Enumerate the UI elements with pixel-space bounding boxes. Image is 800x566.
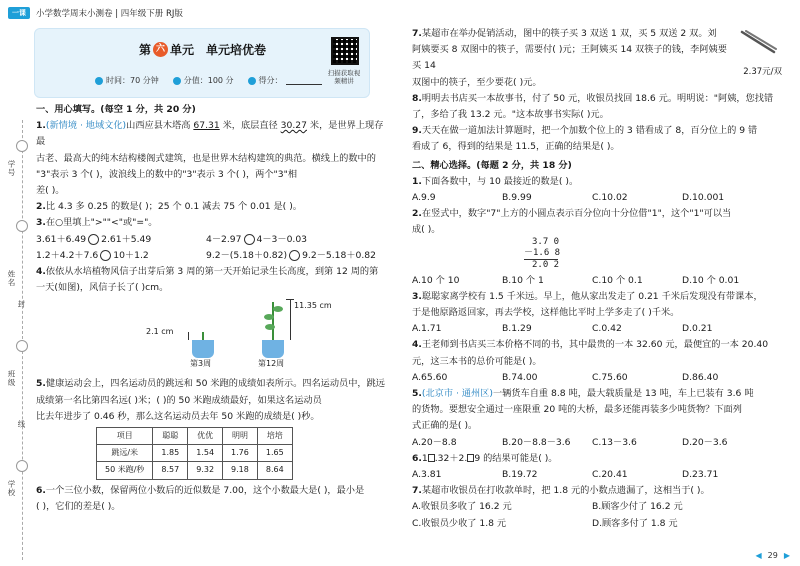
binding-label-name: 姓名 [7, 270, 16, 287]
left-column [36, 100, 388, 515]
option-a[interactable]: A.3.81 [412, 469, 442, 481]
binding-hole [16, 140, 28, 152]
option-c[interactable]: C.10.02 [592, 192, 628, 204]
fig-caption-right: 第12周 [258, 359, 285, 369]
score-table [96, 427, 293, 480]
question-7: 7.某超市在举办促销活动，图中的筷子买 3 双送 1 双，买 5 双送 2 双。刘 阿姨要买 8 双图中的筷子，需要付( )元；王阿姨买 14 双筷子的钱，李阿姨要买 14 双图中的筷子，至少要花( )元。 2.37元/双 [412, 28, 782, 88]
choice-4: 4.王老师到书店买三本价格不同的书，其中最贵的一本 32.60 元，最便宜的一本 20.40 元，这三本书的总价可能是( )。 A.65.60 B.74.00 C.75.60 D.86.40 [412, 337, 782, 386]
option-b[interactable]: B.9.99 [502, 192, 532, 204]
table-row: 跳远/米 1.85 1.54 1.76 1.65 [97, 445, 293, 462]
score-icon [173, 77, 181, 85]
sprout-icon [202, 332, 204, 340]
binding-hole [16, 220, 28, 232]
leaf-icon [273, 306, 283, 312]
right-column [412, 26, 782, 532]
option-a[interactable]: A.1.71 [412, 323, 442, 335]
question-3: 3.在○里填上">""<"或"="。 3.61＋6.49 2.61＋5.49 4－2.97 4－3－0.03 1.2＋4.2＋7.6 10＋1.2 9.2－(5.18＋0.82) 9.2－5.18＋0.82 [36, 215, 388, 264]
question-8: 8.明明去书店买一本故事书，付了 50 元，收银员找回 18.6 元。明明说："阿姨，您找错 了，多给了我 13.2 元。"这本故事书实际( )元。 [412, 92, 774, 121]
table-header-row: 项目 聪聪 优优 明明 培培 [97, 428, 293, 445]
option-b[interactable]: B.19.72 [502, 469, 538, 481]
binding-label-line: 线 [17, 420, 26, 429]
question-5: 5.健康运动会上，四名运动员的跳远和 50 米跑的成绩如表所示。四名运动员中，跳远 成绩第一名比第四名远( )米；( )的 50 米跑成绩最好，如果这名运动员 比去年进步了 0.46 秒，那么这名运动员去年 50 米跑的成绩是( )秒。 项目 聪聪 优优 明明 培培 跳远/米 1.85 1.54 1.76 1.65 50 米跑/秒 8.57 9.32 9.18 8.64 [36, 376, 388, 479]
score-total-info: 分值：100 分 [173, 75, 234, 86]
option-d[interactable]: D.86.40 [682, 371, 719, 383]
prev-page-icon[interactable]: ◀ [755, 551, 762, 560]
compare-circle[interactable] [289, 250, 300, 261]
binding-label-school: 学校 [7, 480, 16, 497]
page-number: 29 [767, 551, 778, 560]
binding-label-student-id: 学号 [7, 160, 16, 177]
option-a[interactable]: A.65.60 [412, 371, 448, 383]
compare-item: 1.2＋4.2＋7.6 10＋1.2 [36, 249, 149, 261]
section-title-choice: 二、精心选择。(每题 2 分，共 18 分) [412, 159, 572, 171]
option-a[interactable]: A.20－8.8 [412, 436, 457, 448]
option-b[interactable]: B.20－8.8－3.6 [502, 436, 571, 448]
option-b[interactable]: B.74.00 [502, 371, 538, 383]
vertical-subtraction: 3.7 0 －1.6 8 2.0 2 [524, 236, 561, 270]
pen-icon [248, 77, 256, 85]
question-4: 4.依依从水培植物风信子出芽后第 3 周的第一天开始记录生长高度，到第 12 周的第 一天(如图)，风信子长了( )cm。 2.1 cm 第3周 11.35 cm 第12周 [36, 264, 388, 376]
question-2: 2.比 4.3 多 0.25 的数是( )；25 个 0.1 减去 75 个 0.01 是( )。 [36, 201, 302, 213]
option-c[interactable]: C.10 个 0.1 [592, 274, 643, 286]
option-a[interactable]: A.10 个 10 [412, 274, 460, 286]
option-d[interactable]: D.10 个 0.01 [682, 274, 740, 286]
next-page-icon[interactable]: ▶ [783, 551, 790, 560]
choice-1: 1.下面各数中，与 10 最接近的数是( )。 A.9.9 B.9.99 C.10.02 D.10.001 [412, 174, 782, 206]
header-box [34, 28, 370, 98]
option-a[interactable]: A.9.9 [412, 192, 436, 204]
compare-item: 9.2－(5.18＋0.82) 9.2－5.18＋0.82 [206, 249, 376, 261]
series-title: 小学数学周末小测卷 | 四年级下册 RJ版 [36, 9, 183, 19]
fig-label-left: 2.1 cm [146, 327, 174, 337]
fig-caption-left: 第3周 [190, 359, 212, 369]
binding-hole [16, 340, 28, 352]
plant-figure [142, 296, 342, 376]
table-row: 50 米跑/秒 8.57 9.32 9.18 8.64 [97, 462, 293, 479]
binding-label-class: 班级 [7, 370, 16, 387]
binding-label-seal: 封 [17, 300, 26, 309]
time-info: 时间：70 分钟 [95, 75, 159, 86]
compare-circle[interactable] [88, 234, 99, 245]
choice-2: 2.在竖式中，数字"7"上方的小圆点表示百分位向十分位借"1"，这个"1"可以当 成( )。 3.7 0 －1.6 8 2.0 2 A.10 个 10 B.10 个 1 C.10 个 0.1 D.10 个 0.01 [412, 206, 782, 289]
option-c[interactable]: C.13－3.6 [592, 436, 637, 448]
price-tag: 2.37元/双 [743, 67, 782, 77]
question-6: 6.一个三位小数，保留两位小数后的近似数是 7.00，这个小数最大是( )，最小是 ( )，它们的差是( )。 [36, 484, 365, 512]
digit-box[interactable] [428, 454, 435, 462]
choice-3: 3.聪聪家离学校有 1.5 千米远。早上，他从家出发走了 0.21 千米后发现没有带课本， 于是他原路返回家，再去学校，这样他比平时上学多走了( )千米。 A.1.71 B.1.29 C.0.42 D.0.21 [412, 289, 782, 338]
option-a[interactable]: A.收银员多收了 16.2 元 [412, 501, 512, 513]
choice-7: 7.某超市收银员在打收款单时，把 1.8 元的小数点遗漏了，这相当于( )。 A.收银员多收了 16.2 元 B.顾客少付了 16.2 元 C.收银员少收了 1.8 元 D.顾客多付了 1.8 元 [412, 483, 782, 532]
unit-title: 第 六 单元 单元培优卷 [139, 43, 267, 57]
option-d[interactable]: D.顾客多付了 1.8 元 [592, 517, 678, 529]
option-d[interactable]: D.0.21 [682, 323, 713, 335]
chopsticks-icon [738, 30, 778, 54]
qr-caption: 扫描获取视频精讲 [327, 69, 361, 85]
top-bar [8, 6, 183, 20]
question-1: 1.(新情境 · 地域文化)山西应县木塔高 67.31 米，底层直径 30.27 米，是世界上现存最 古老、最高大的纯木结构楼阁式建筑，也是世界木结构建筑的典范。横线上的数中的 "3"表示 3 个( )，波浪线上的数中的"3"表示 3 个( )，两个"3"相 差( )。 [36, 120, 384, 197]
meta-row [95, 75, 322, 86]
compare-item: 4－2.97 4－3－0.03 [206, 233, 308, 245]
compare-circle[interactable] [244, 234, 255, 245]
choice-5: 5.(北京市 · 通州区)一辆货车自重 8.8 吨，最大载质量是 13 吨，车上已装有 3.6 吨 的货物。要想安全通过一座限重 20 吨的大桥，最多还能再装多少吨货物？下面列 式正确的是( )。 A.20－8.8 B.20－8.8－3.6 C.13－3.6 D.20－3.6 [412, 386, 782, 451]
option-b[interactable]: B.10 个 1 [502, 274, 544, 286]
option-c[interactable]: C.收银员少收了 1.8 元 [412, 517, 507, 529]
pager [756, 551, 791, 560]
option-d[interactable]: D.10.001 [682, 192, 725, 204]
question-9: 9.天天在做一道加法计算题时，把一个加数个位上的 3 错看成了 8，百分位上的 9 错 看成了 6，得到的结果是 11.5，正确的结果是( )。 [412, 125, 758, 153]
section-title-fill: 一、用心填写。(每空 1 分，共 20 分) [36, 104, 196, 115]
binding-hole [16, 460, 28, 472]
compare-circle[interactable] [100, 250, 111, 261]
score-field[interactable]: 得分： [248, 75, 322, 86]
choice-6: 6.1 .32＋2. 9 的结果可能是( )。 A.3.81 B.19.72 C.20.41 D.23.71 [412, 451, 782, 483]
qr-code[interactable] [331, 37, 359, 65]
option-c[interactable]: C.20.41 [592, 469, 628, 481]
option-c[interactable]: C.0.42 [592, 323, 622, 335]
binding-margin [0, 120, 30, 560]
brand-logo: 一课 [8, 7, 30, 19]
option-b[interactable]: B.1.29 [502, 323, 532, 335]
unit-number-badge: 六 [153, 42, 168, 57]
option-c[interactable]: C.75.60 [592, 371, 628, 383]
option-d[interactable]: D.20－3.6 [682, 436, 728, 448]
clock-icon [95, 77, 103, 85]
option-d[interactable]: D.23.71 [682, 469, 719, 481]
compare-item: 3.61＋6.49 2.61＋5.49 [36, 233, 152, 245]
option-b[interactable]: B.顾客少付了 16.2 元 [592, 501, 683, 513]
fig-label-right: 11.35 cm [294, 301, 332, 311]
